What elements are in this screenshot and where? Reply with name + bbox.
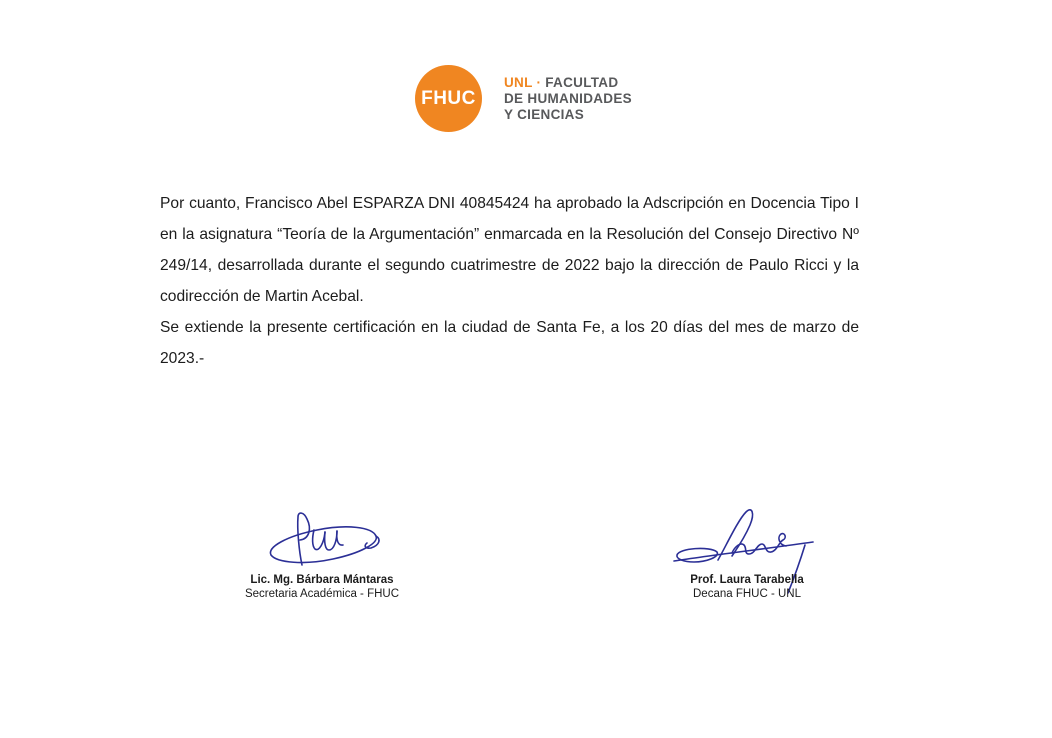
signature-laura-tarabella-drawing — [672, 503, 822, 571]
signer-name: Lic. Mg. Bárbara Mántaras — [250, 574, 394, 586]
fhuc-logo-text — [504, 75, 632, 123]
signature-barbara-mantaras-drawing — [257, 503, 387, 571]
logo-line-3: Y CIENCIAS — [504, 106, 585, 122]
body-paragraph-2: Se extiende la presente certificación en la ciudad de Santa Fe, a los 20 días del mes de marzo de 2023.- — [160, 319, 859, 367]
logo-unl-label: UNL · — [504, 74, 542, 90]
signature-block-decana — [642, 503, 852, 601]
fhuc-logo — [415, 65, 632, 132]
signature-block-secretaria — [217, 503, 427, 601]
logo-line-2: DE HUMANIDADES — [504, 90, 632, 106]
signer-title: Secretaria Académica - FHUC — [244, 588, 400, 600]
logo-facultad-label: FACULTAD — [545, 74, 619, 90]
certificate-body — [160, 188, 859, 374]
signer-name: Prof. Laura Tarabella — [690, 574, 804, 586]
body-paragraph-1: Por cuanto, Francisco Abel ESPARZA DNI 40845424 ha aprobado la Adscripción en Docencia Tipo I en la asignatura “Teoría de la Argumentación” enmarcada en la Resolución del Consejo Directivo Nº 249/14, desarrollada durante el segundo cuatrimestre de 2022 bajo la dirección de Paulo Ricci y la codirección de Martin Acebal. — [160, 195, 859, 305]
signer-title: Decana FHUC - UNL — [693, 588, 801, 600]
logo-line-1 — [504, 75, 632, 91]
fhuc-logo-badge: FHUC — [415, 65, 482, 132]
